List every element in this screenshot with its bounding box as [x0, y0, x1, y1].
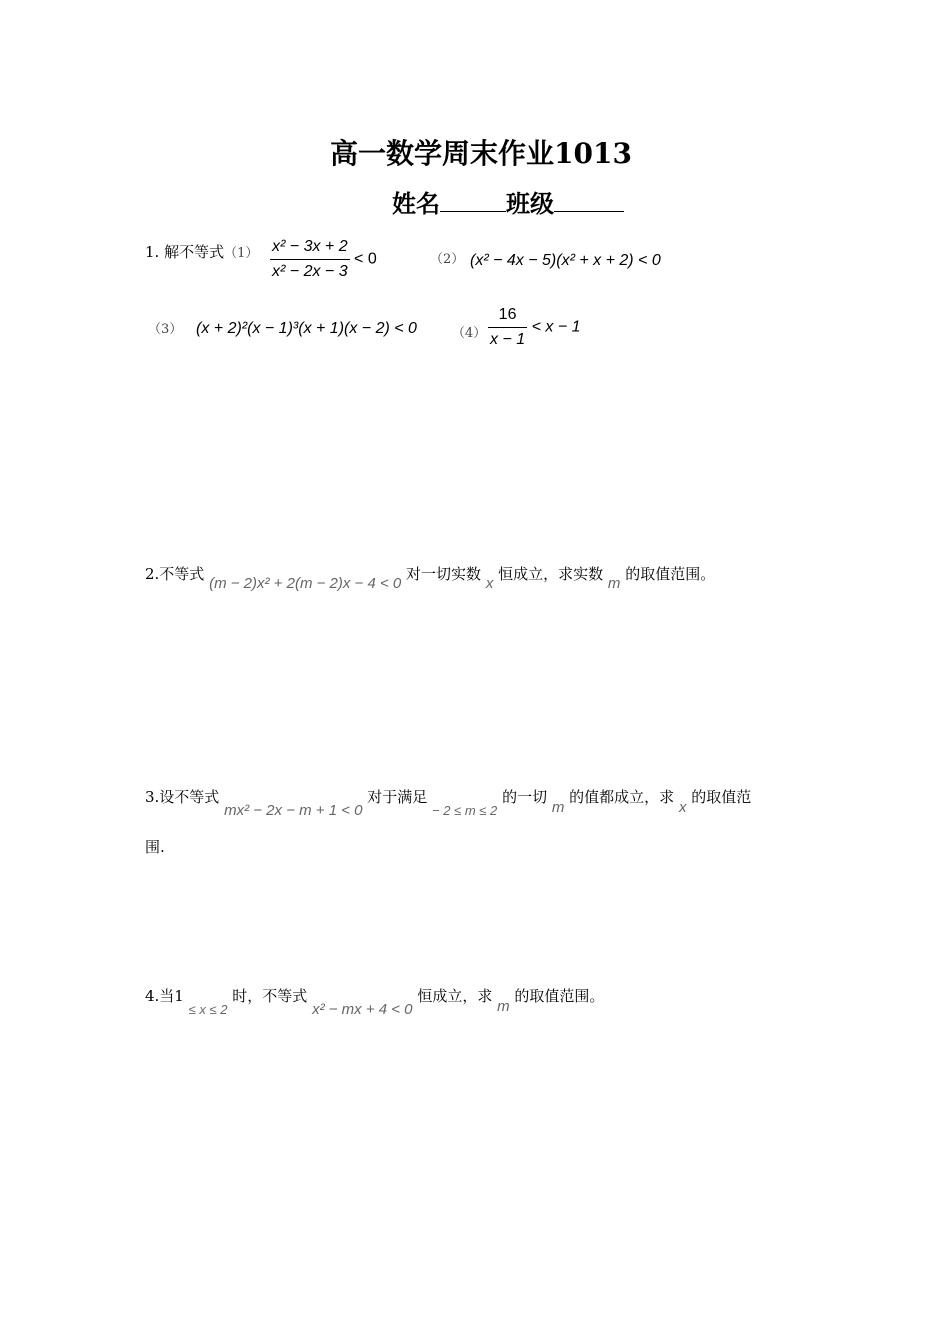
q1-part2-expression: (x² − 4x − 5)(x² + x + 2) < 0 — [470, 252, 661, 269]
q1-part2-label: （2） — [430, 252, 465, 267]
q1-part4-denominator: x − 1 — [490, 331, 526, 348]
q3-lead: 3.设不等式 — [145, 788, 220, 806]
q1-number: 1. — [145, 243, 160, 261]
q2-var-x: x — [485, 575, 494, 592]
q3-tail2: 的值都成立，求 — [569, 788, 675, 806]
q2-line — [145, 564, 716, 592]
q1-part1-rhs: < 0 — [354, 250, 377, 268]
q4-var-m: m — [497, 998, 510, 1015]
q2-tail2: 的取值范围。 — [625, 565, 716, 583]
q3-tail3: 的取值范 — [691, 788, 752, 806]
q1-part4-fraction — [488, 306, 527, 349]
q1-part1-label: （1） — [224, 246, 259, 261]
q3-line1 — [145, 787, 752, 819]
q3-line2: 围. — [145, 838, 165, 856]
q4-inequality: x² − mx + 4 < 0 — [312, 1001, 413, 1018]
page-title: 高一数学周末作业1013 — [330, 137, 632, 170]
q3-tail1: 的一切 — [502, 788, 548, 806]
name-blank[interactable] — [440, 191, 506, 212]
q1-text: 解不等式 — [164, 243, 225, 261]
q3-inequality: mx² − 2x − m + 1 < 0 — [224, 802, 363, 819]
q4-tail2: 的取值范围。 — [514, 987, 605, 1005]
q3-condition: − 2 ≤ m ≤ 2 — [432, 803, 498, 818]
q1-part4-rhs: < x − 1 — [531, 318, 581, 336]
q1-part3-label: （3） — [148, 322, 183, 337]
q1-part1-fraction — [270, 238, 350, 281]
q1-part4-numerator: 16 — [488, 306, 527, 328]
q1-part4-expression — [488, 306, 581, 349]
q3-var-m: m — [551, 799, 565, 816]
q1-part1-numerator: x² − 3x + 2 — [270, 238, 350, 260]
q2-middle: 对一切实数 — [406, 565, 482, 583]
q1-intro — [145, 242, 258, 264]
q1-part4-label: （4） — [452, 326, 487, 341]
q4-lead: 4.当1 — [145, 987, 184, 1005]
name-class-line — [392, 184, 624, 219]
q4-line — [145, 986, 605, 1018]
q4-tail1: 恒成立，求 — [417, 987, 493, 1005]
q1-part1-denominator: x² − 2x − 3 — [272, 263, 348, 280]
q2-inequality: (m − 2)x² + 2(m − 2)x − 4 < 0 — [209, 575, 402, 592]
q1-part3-expression: (x + 2)²(x − 1)³(x + 1)(x − 2) < 0 — [196, 320, 417, 337]
q1-part1-expression — [270, 238, 377, 281]
q2-tail1: 恒成立，求实数 — [498, 565, 604, 583]
q2-lead: 2.不等式 — [145, 565, 205, 583]
q3-var-x: x — [678, 799, 687, 816]
q3-middle: 对于满足 — [367, 788, 428, 806]
class-label: 班级 — [506, 189, 554, 218]
q4-condition: ≤ x ≤ 2 — [188, 1002, 228, 1017]
q4-middle: 时，不等式 — [232, 987, 308, 1005]
class-blank[interactable] — [554, 191, 624, 212]
q2-var-m: m — [607, 575, 621, 592]
name-label: 姓名 — [392, 189, 440, 218]
